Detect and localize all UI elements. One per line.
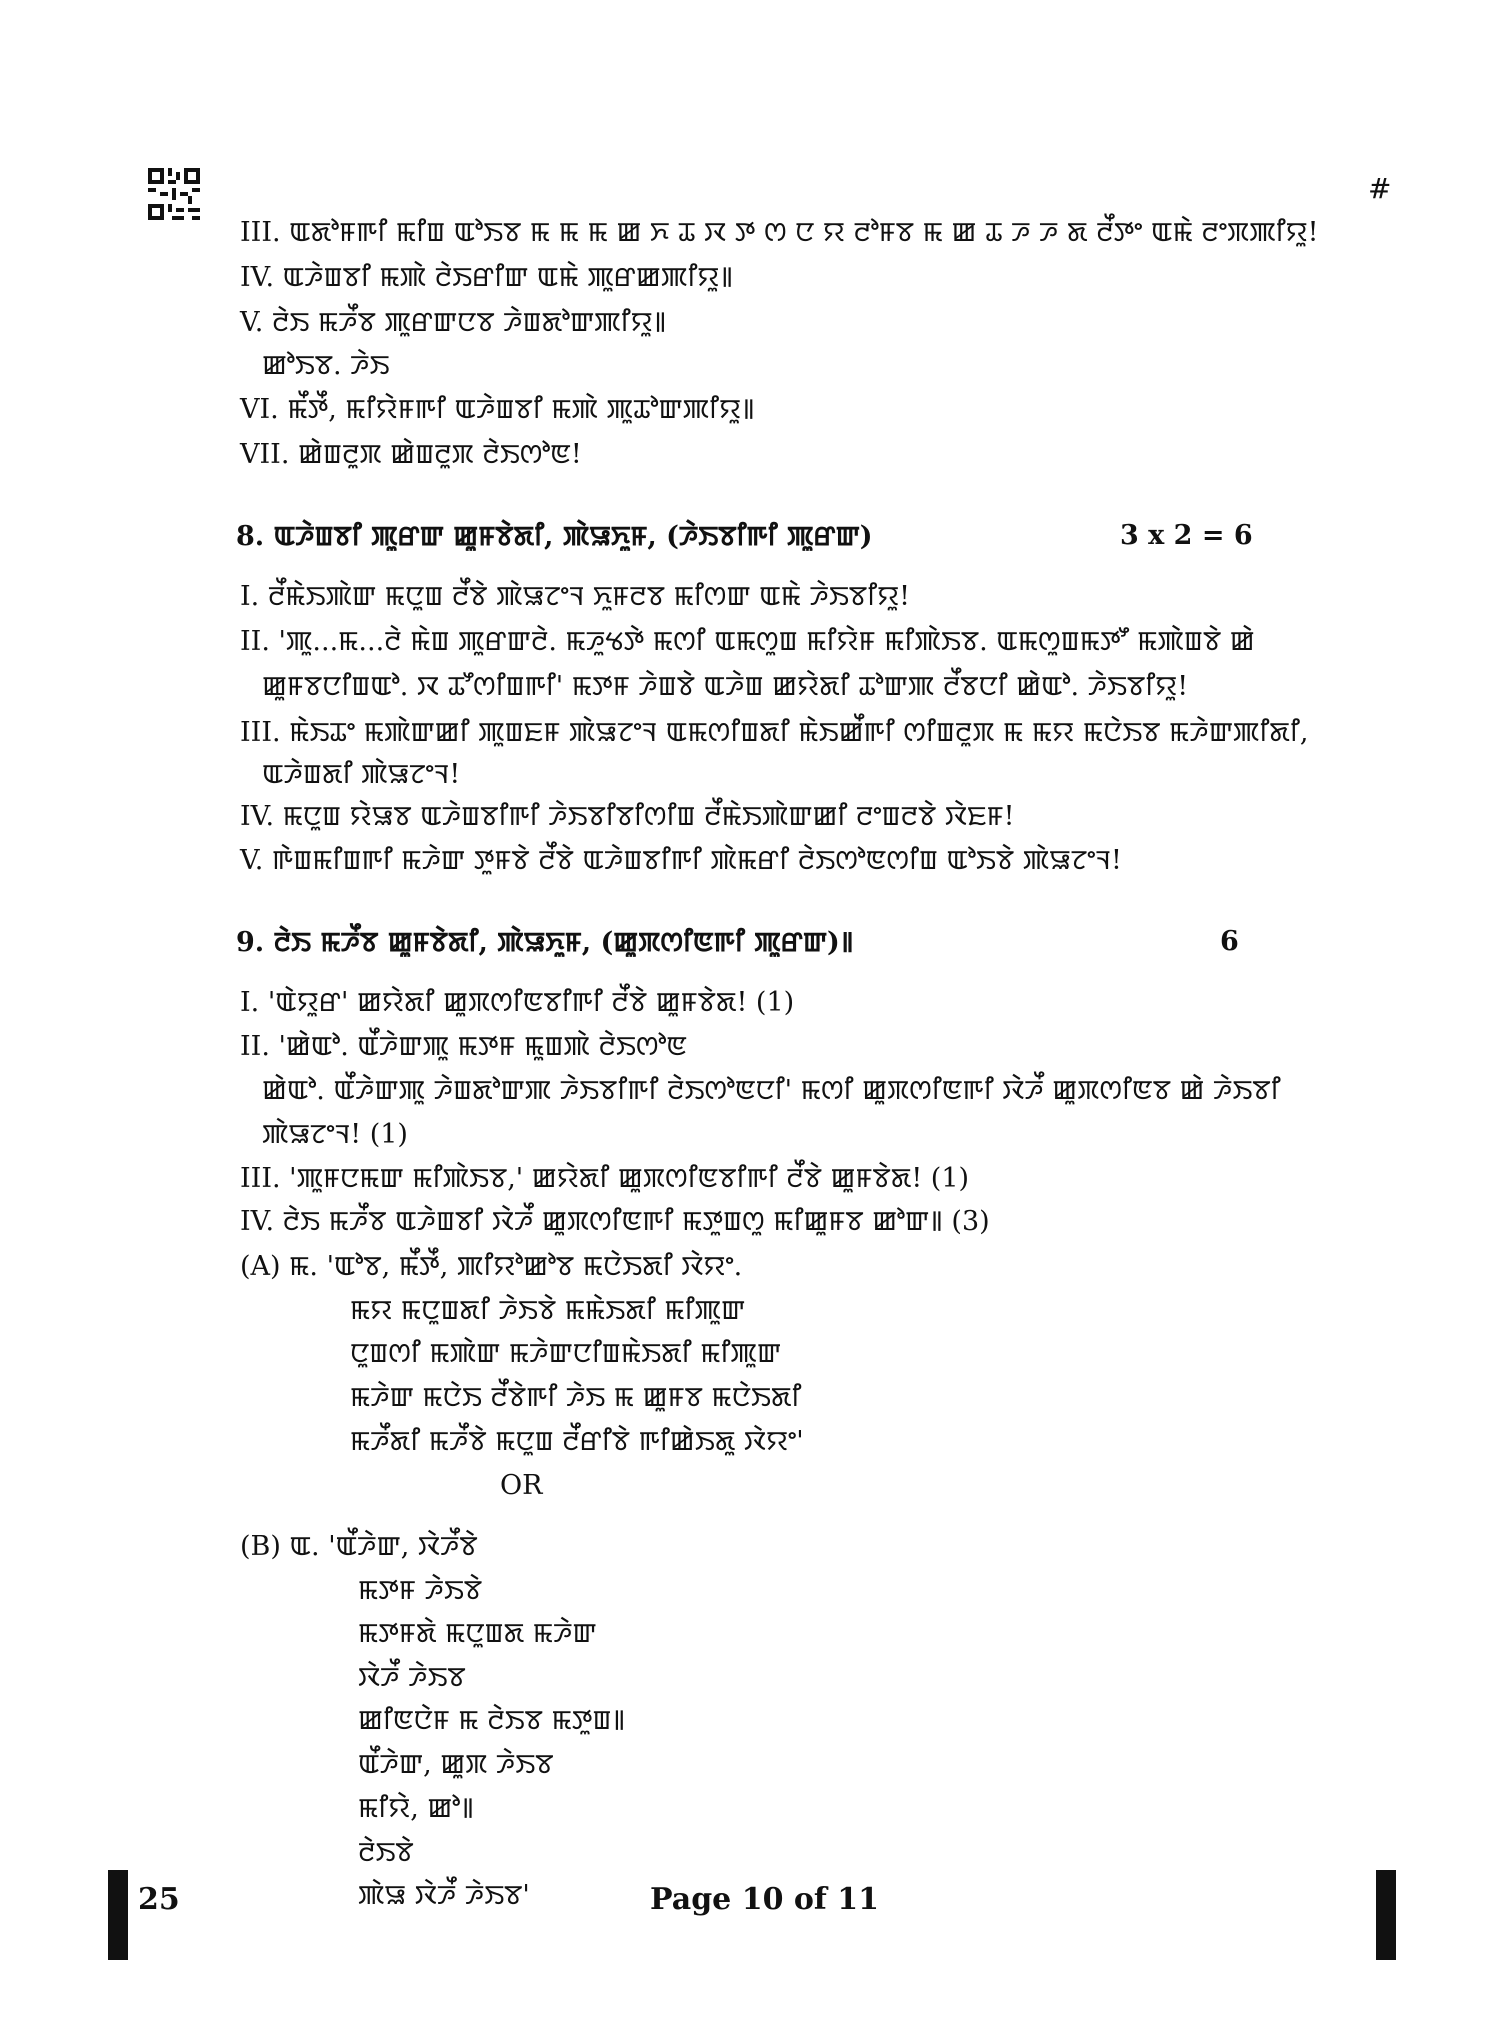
text-line: III. 'ꯄꯨꯝꯅꯃꯛ ꯃꯤꯄꯥꯏꯕ,' ꯀꯌꯥꯗꯤ ꯀꯨꯞꯁꯤꯟꯕꯤꯒꯤ ꯂꯩꯕꯥ ꯀꯨꯝꯕꯥꯗ! (1) [240, 1163, 970, 1194]
text-line: ꯀꯥꯑꯣ. ꯑꯩꯍꯥꯛꯄꯨ ꯍꯥꯡꯗꯣꯛꯄ ꯍꯥꯏꯕꯤꯒꯤ ꯂꯥꯏꯁꯣꯟꯅꯤ' ꯃꯁꯤ ꯀꯨꯞꯁꯤꯟꯒꯤ ꯋꯥꯍꯩ ꯀꯨꯞꯁꯤꯟꯕ ꯀꯥ ꯍꯥꯏꯕꯤ [262, 1075, 1281, 1106]
footer-bar-left [108, 1870, 128, 1960]
text-line: ꯀꯣꯏꯕ. ꯍꯥꯏ [262, 350, 390, 381]
text-line: IV. ꯂꯥꯏ ꯃꯍꯩꯕ ꯑꯍꯥꯡꯕꯤ ꯋꯥꯍꯩ ꯀꯨꯞꯁꯤꯟꯒꯤ ꯃꯇꯨꯡꯁꯨ ꯃꯤꯀꯨꯝꯕ ꯀꯣꯛ꯫ (3) [240, 1206, 990, 1237]
text-line: OR [500, 1470, 543, 1501]
text-line: 8. ꯑꯍꯥꯡꯕꯤ ꯄꯨꯔꯛ ꯀꯨꯝꯕꯥꯗꯤ, ꯄꯥꯎꯈꯨꯝ, (ꯍꯥꯏꯕꯤꯒꯤ ꯄꯨꯔꯛ) [236, 521, 873, 552]
text-line: VI. ꯃꯩꯇꯩ, ꯃꯤꯌꯥꯝꯒꯤ ꯑꯍꯥꯡꯕꯤ ꯃꯄꯥ ꯄꯨꯊꯣꯛꯄꯤꯌꯨ꯫ [240, 394, 755, 425]
text-line: ꯀꯨꯝꯕꯅꯤꯡꯑꯣ. ꯋ ꯊꯧꯁꯤꯡꯒꯤ' ꯃꯇꯝ ꯍꯥꯡꯕꯥ ꯑꯍꯥꯡ ꯀꯌꯥꯗꯤ ꯊꯣꯛꯄ ꯂꯩꯕꯅꯤ ꯀꯥꯑꯣ. ꯍꯥꯏꯕꯤꯌꯨ! [262, 671, 1189, 702]
text-line: III. ꯑꯗꯣꯝꯒꯤ ꯃꯤꯡ ꯑꯣꯏꯕ ꯃ ꯃ ꯃ ꯀ ꯈ ꯊ ꯋ ꯇ ꯁ ꯅ ꯌ ꯂꯣꯝꯕ ꯃ ꯀ ꯊ ꯍ ꯍ ꯗ ꯂꯩꯇꯦ ꯑꯃꯥ ꯂꯦꯞꯄꯤꯌꯨ! [240, 217, 1319, 248]
text-line: ꯑꯍꯥꯡꯗꯤ ꯄꯥꯎꯖꯦꯜ! [262, 759, 461, 790]
page-code: 25 [138, 1882, 180, 1917]
text-line: ꯀꯤꯟꯅꯥꯝ ꯃ ꯂꯥꯏꯕ ꯃꯇꯨꯡ꯫ [358, 1705, 626, 1736]
text-line: I. 'ꯑꯥꯌꯨꯔ' ꯀꯌꯥꯗꯤ ꯀꯨꯞꯁꯤꯟꯕꯤꯒꯤ ꯂꯩꯕꯥ ꯀꯨꯝꯕꯥꯗ! (1) [240, 987, 795, 1018]
text-line: IV. ꯃꯅꯨꯡ ꯌꯥꯎꯕ ꯑꯍꯥꯡꯕꯤꯒꯤ ꯍꯥꯏꯕꯤꯕꯤꯁꯤꯡ ꯂꯩꯃꯥꯏꯄꯥꯛꯀꯤ ꯂꯦꯡꯂꯕꯥ ꯋꯥꯐꯝ! [240, 801, 1015, 832]
text-line: ꯃꯍꯥꯛ ꯃꯅꯥꯏ ꯂꯩꯕꯥꯒꯤ ꯍꯥꯏ ꯃ ꯀꯨꯝꯕ ꯃꯅꯥꯏꯗꯤ [350, 1382, 802, 1413]
text-line: I. ꯂꯩꯃꯥꯏꯄꯥꯛ ꯃꯅꯨꯡ ꯂꯩꯕꯥ ꯄꯥꯎꯖꯦꯜ ꯈꯨꯝꯂꯕ ꯃꯤꯁꯛ ꯑꯃꯥ ꯍꯥꯏꯕꯤꯌꯨ! [240, 581, 910, 612]
text-line: (A) ꯃ. 'ꯑꯣꯕ, ꯃꯩꯇꯩ, ꯄꯤꯌꯣꯀꯣꯕ ꯃꯅꯥꯏꯗꯤ ꯋꯥꯌꯦ. [240, 1251, 743, 1282]
text-line: V. ꯒꯥꯡꯃꯤꯡꯒꯤ ꯃꯍꯥꯛ ꯇꯨꯝꯕꯥ ꯂꯩꯕꯥ ꯑꯍꯥꯡꯕꯤꯒꯤ ꯄꯥꯃꯔꯤ ꯂꯥꯏꯁꯣꯟꯁꯤꯡ ꯑꯣꯏꯕꯥ ꯄꯥꯎꯖꯦꯜ! [240, 845, 1122, 876]
page-number: Page 10 of 11 [650, 1882, 879, 1917]
text-line: VII. ꯀꯥꯡꯂꯨꯞ ꯀꯥꯡꯂꯨꯞ ꯂꯥꯏꯁꯣꯟ! [240, 439, 582, 470]
text-line: V. ꯂꯥꯏ ꯃꯍꯩꯕ ꯄꯨꯔꯛꯅꯕ ꯍꯥꯡꯗꯣꯛꯄꯤꯌꯨ꯫ [240, 307, 667, 338]
marks-label: 3 x 2 = 6 [1120, 520, 1253, 551]
text-line: ꯄꯥꯎ ꯋꯥꯍꯩ ꯍꯥꯏꯕ' [358, 1880, 530, 1911]
text-line: ꯂꯥꯏꯕꯥ [358, 1837, 414, 1868]
text-line: ꯋꯥꯍꯩ ꯍꯥꯏꯕ [358, 1662, 466, 1693]
text-line: ꯃꯤꯌꯥ, ꯀꯣ꯫ [358, 1793, 474, 1824]
text-line: ꯃꯌ ꯃꯅꯨꯡꯗꯤ ꯍꯥꯏꯕꯥ ꯃꯃꯥꯏꯗꯤ ꯃꯤꯄꯨꯛ [350, 1295, 746, 1326]
text-line: ꯅꯨꯡꯁꯤ ꯃꯄꯥꯛ ꯃꯍꯥꯛꯅꯤꯡꯃꯥꯏꯗꯤ ꯃꯤꯄꯨꯛ [350, 1338, 782, 1369]
text-line: II. 'ꯀꯥꯑꯣ. ꯑꯩꯍꯥꯛꯄꯨ ꯃꯇꯝ ꯃꯨꯡꯄꯥ ꯂꯥꯏꯁꯣꯟ [240, 1031, 688, 1062]
page-hash-mark: # [1368, 172, 1392, 205]
text-line: 9. ꯂꯥꯏ ꯃꯍꯩꯕ ꯀꯨꯝꯕꯥꯗꯤ, ꯄꯥꯎꯈꯨꯝ, (ꯀꯨꯞꯁꯤꯟꯒꯤ ꯄꯨꯔꯛ)꯫ [236, 927, 854, 958]
qr-code-icon [148, 168, 200, 220]
text-line: (B) ꯑ. 'ꯑꯩꯍꯥꯛ, ꯋꯥꯍꯩꯕꯥ [240, 1531, 478, 1562]
text-line: II. 'ꯄꯨ...ꯃ...ꯂꯥ ꯃꯥꯡ ꯄꯨꯔꯛꯂꯥ. ꯃꯍꯨꯠꯇꯥ ꯃꯁꯤ ꯑꯃꯁꯨꯡ ꯃꯤꯌꯥꯝ ꯃꯤꯄꯥꯏꯕ. ꯑꯃꯁꯨꯡꯃꯇꯧ ꯃꯄꯥꯡꯕꯥ ꯀꯥ [240, 626, 1255, 657]
footer-bar-right [1376, 1870, 1396, 1960]
text-line: ꯃꯇꯝ ꯍꯥꯏꯕꯥ [358, 1575, 483, 1606]
text-line: ꯑꯩꯍꯥꯛ, ꯀꯨꯞ ꯍꯥꯏꯕ [358, 1749, 554, 1780]
marks-label: 6 [1220, 926, 1239, 957]
text-line: IV. ꯑꯍꯥꯡꯕꯤ ꯃꯄꯥ ꯂꯥꯏꯔꯤꯛ ꯑꯃꯥ ꯄꯨꯔꯀꯄꯤꯌꯨ꯫ [240, 262, 733, 293]
text-line: ꯃꯇꯝꯗꯥ ꯃꯅꯨꯡꯗ ꯃꯍꯥꯛ [358, 1618, 597, 1649]
text-line: III. ꯃꯥꯏꯊꯦ ꯃꯄꯥꯛꯀꯤ ꯄꯨꯡꯐꯝ ꯄꯥꯎꯖꯦꯜ ꯑꯃꯁꯤꯡꯗꯤ ꯃꯥꯏꯀꯩꯒꯤ ꯁꯤꯡꯂꯨꯞ ꯃ ꯃꯌ ꯃꯅꯥꯏꯕ ꯃꯍꯥꯛꯄꯤꯗꯤ, [240, 717, 1309, 748]
text-line: ꯄꯥꯎꯖꯦꯜ! (1) [262, 1119, 408, 1150]
text-line: ꯃꯍꯩꯗꯤ ꯃꯍꯩꯕꯥ ꯃꯅꯨꯡ ꯂꯩꯔꯤꯕꯥ ꯒꯤꯀꯥꯏꯗꯨ ꯋꯥꯌꯦ' [350, 1426, 804, 1457]
